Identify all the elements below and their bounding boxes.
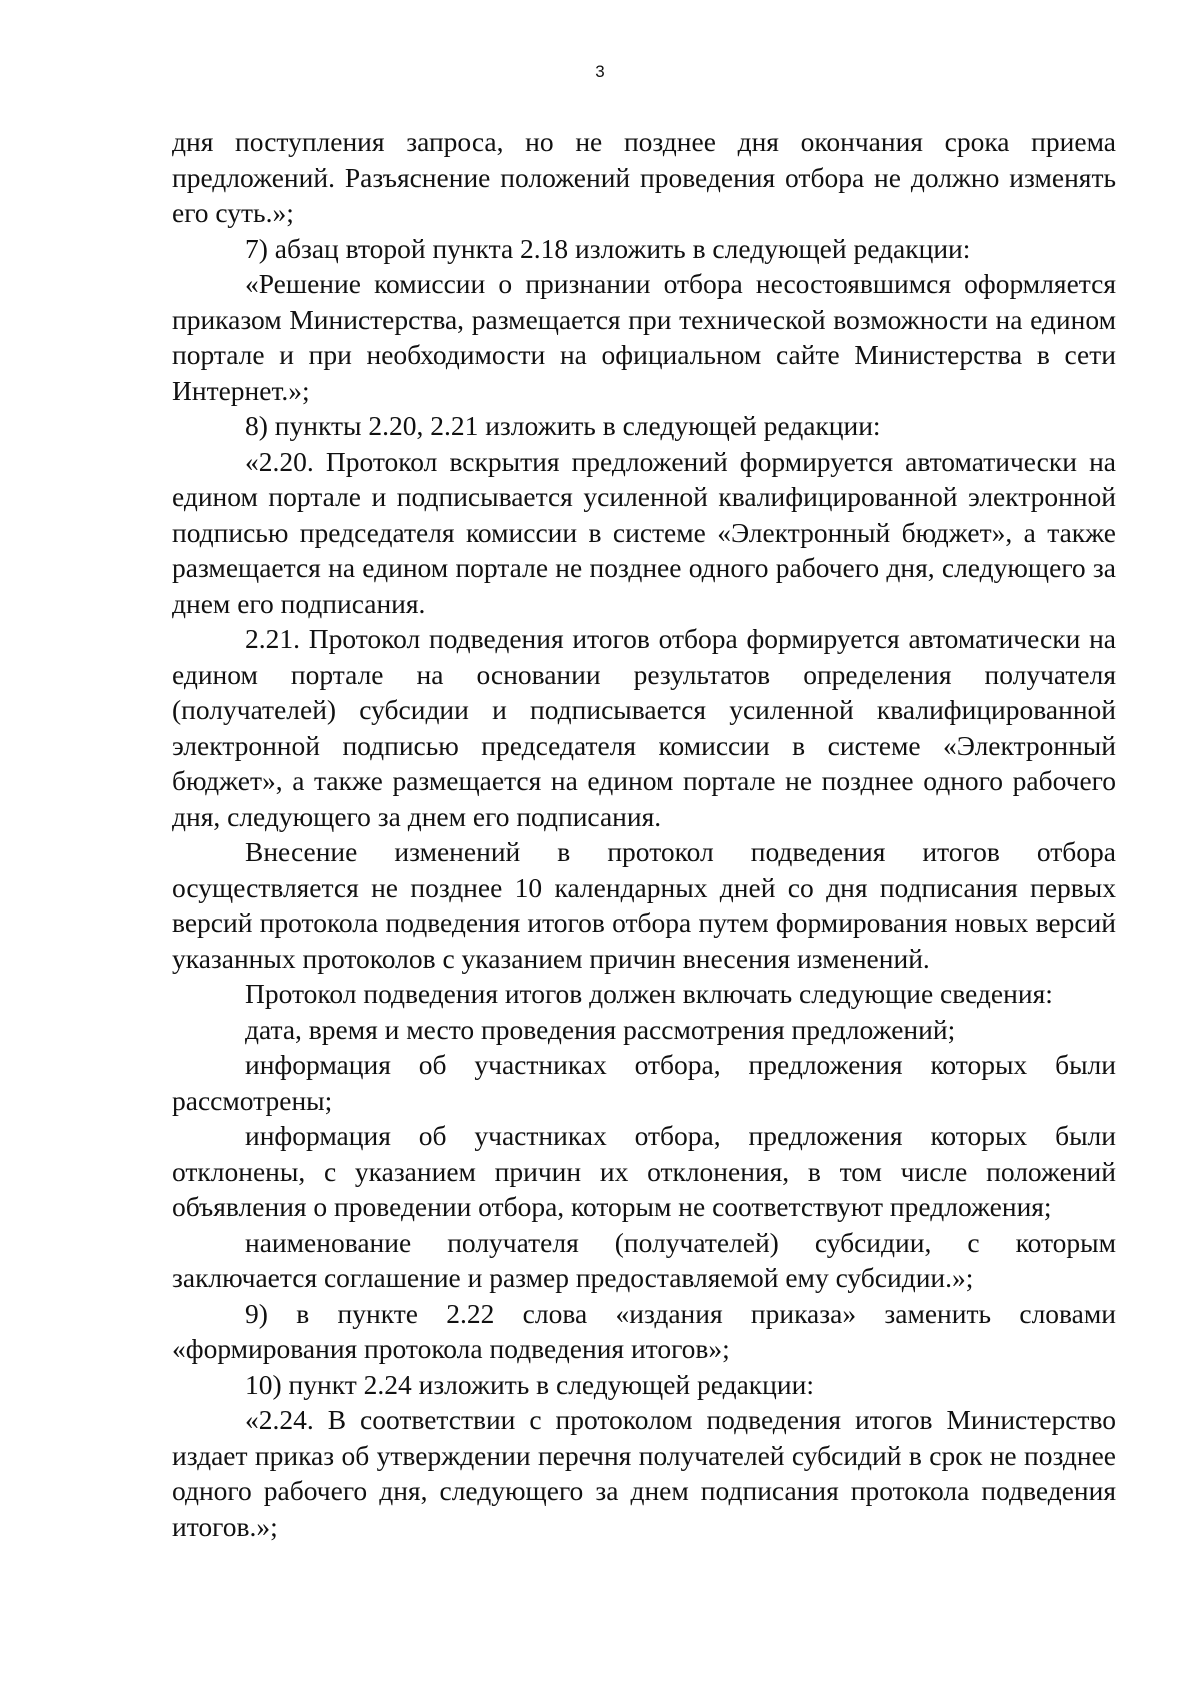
paragraph-item-10: 10) пункт 2.24 изложить в следующей редакции: bbox=[245, 1368, 814, 1400]
paragraph-item-8: 8) пункты 2.20, 2.21 изложить в следующей редакции: bbox=[245, 410, 881, 441]
paragraph-item-9: 9) в пункте 2.22 слова «издания приказа» заменить словами «формирования протокола подведения итогов»; bbox=[172, 1297, 1116, 1364]
paragraph-clause-2-21: 2.21. Протокол подведения итогов отбора формируется автоматически на едином портале на основании результатов определения получателя (получателей) субсидии и подписывается усиленной квалифицированной электронной подписью председателя комиссии в системе «Электронный бюджет», а также размещается на едином портале не позднее одного рабочего дня, следующего за днем его подписания. bbox=[172, 623, 1116, 832]
document-body bbox=[172, 124, 1116, 1544]
paragraph-list-recipient: наименование получателя (получателей) субсидии, с которым заключается соглашение и размер предоставляемой ему субсидии.»; bbox=[172, 1226, 1116, 1293]
paragraph-quote-2-18: «Решение комиссии о признании отбора несостоявшимся оформляется приказом Министерства, размещается при технической возможности на едином портале и при необходимости на официальном сайте Министерства в сети Интернет.»; bbox=[172, 268, 1116, 406]
paragraph-list-reviewed: информация об участниках отбора, предложения которых были рассмотрены; bbox=[172, 1049, 1116, 1116]
paragraph-continuation: дня поступления запроса, но не позднее дня окончания срока приема предложений. Разъяснение положений проведения отбора не должно изменять его суть.»; bbox=[172, 126, 1116, 228]
paragraph-clause-2-24: «2.24. В соответствии с протоколом подведения итогов Министерство издает приказ об утверждении перечня получателей субсидий в срок не позднее одного рабочего дня, следующего за днем подписания протокола подведения итогов.»; bbox=[172, 1404, 1116, 1542]
paragraph-protocol-contents: Протокол подведения итогов должен включать следующие сведения: bbox=[245, 978, 1053, 1009]
paragraph-clause-2-20: «2.20. Протокол вскрытия предложений формируется автоматически на едином портале и подписывается усиленной квалифицированной электронной подписью председателя комиссии в системе «Электронный бюджет», а также размещается на едином портале не позднее одного рабочего дня, следующего за днем его подписания. bbox=[172, 445, 1116, 619]
page-number: 3 bbox=[595, 62, 605, 81]
paragraph-item-7: 7) абзац второй пункта 2.18 изложить в следующей редакции: bbox=[245, 232, 971, 264]
paragraph-amendments: Внесение изменений в протокол подведения итогов отбора осуществляется не позднее 10 календарных дней со дня подписания первых версий протокола подведения итогов отбора путем формирования новых версий указанных протоколов с указанием причин внесения изменений. bbox=[172, 836, 1116, 974]
paragraph-list-date: дата, время и место проведения рассмотрения предложений; bbox=[245, 1013, 956, 1045]
paragraph-list-rejected: информация об участниках отбора, предложения которых были отклонены, с указанием причин их отклонения, в том числе положений объявления о проведении отбора, которым не соответствуют предложения; bbox=[172, 1120, 1116, 1222]
